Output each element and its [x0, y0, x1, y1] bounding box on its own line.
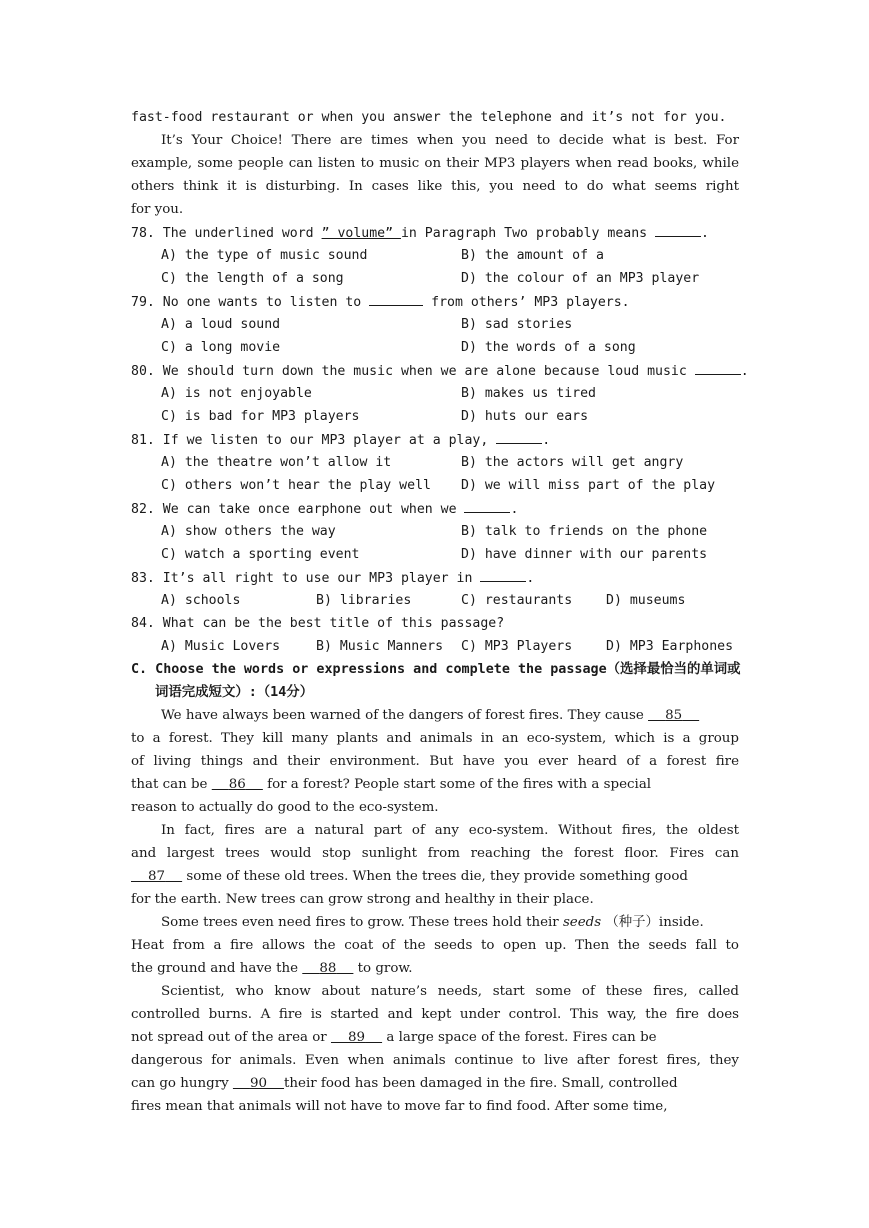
question-79-stem [131, 290, 739, 313]
blank-86 [212, 777, 263, 792]
option-c: C) the length of a song [161, 271, 344, 286]
passage-line: for the earth. New trees can grow strong and healthy in their place. [131, 892, 594, 907]
passage-line: fires mean that animals will not have to move far to find food. After some time, [131, 1099, 668, 1114]
passage-text: can go hungry [131, 1076, 233, 1091]
passage-line: controlled burns. A fire is started and kept under control. This way, the fire does [131, 1007, 739, 1022]
blank-87 [131, 869, 182, 884]
question-text: . [740, 364, 749, 379]
question-83-stem [131, 566, 739, 589]
passage-line: In fact, fires are a natural part of any eco-system. Without fires, the oldest [161, 823, 739, 838]
passage-line [131, 957, 739, 980]
blank-number: 87 [148, 869, 166, 884]
passage-line [131, 1026, 739, 1049]
passage-line [131, 704, 739, 727]
option-b: B) talk to friends on the phone [461, 524, 708, 539]
passage-line: It’s Your Choice! There are times when you need to decide what is best. For [161, 133, 739, 148]
option-d: D) MP3 Earphones [606, 639, 734, 654]
option-c: C) others won’t hear the play well [161, 478, 431, 493]
option-a: A) the theatre won’t allow it [161, 455, 392, 470]
answer-blank [695, 359, 741, 375]
passage-text: some of these old trees. When the trees die, they provide something good [182, 869, 689, 884]
question-84-stem [131, 612, 739, 635]
question-text: . [526, 571, 535, 586]
question-text: in Paragraph Two probably means [400, 226, 656, 241]
blank-number: 89 [348, 1030, 366, 1045]
passage-text: Some trees even need fires to grow. These trees hold their [161, 915, 563, 930]
question-text: 84. What can be the best title of this passage? [131, 616, 505, 631]
section-c-heading: C. Choose the words or expressions and complete the passage（选择最恰当的单词或 [131, 662, 741, 677]
question-82-options [131, 543, 739, 566]
question-text: 80. We should turn down the music when we are alone because loud music [131, 364, 695, 379]
option-d: D) the words of a song [461, 340, 636, 355]
option-b: B) the amount of a [461, 248, 604, 263]
passage-text: their food has been damaged in the fire. Small, controlled [284, 1076, 678, 1091]
question-text: 83. It’s all right to use our MP3 player in [131, 571, 481, 586]
passage-line [131, 773, 739, 796]
passage-line: dangerous for animals. Even when animals continue to live after forest fires, they [131, 1053, 739, 1068]
passage-text: We have always been warned of the dangers of forest fires. They cause [161, 708, 649, 723]
passage-line [131, 911, 739, 934]
blank-number: 86 [228, 777, 246, 792]
question-80-options [131, 405, 739, 428]
passage-line: others think it is disturbing. In cases like this, you need to do what seems right [131, 179, 739, 194]
passage-text: for a forest? People start some of the fires with a special [262, 777, 652, 792]
option-c: C) is bad for MP3 players [161, 409, 360, 424]
question-78-options [131, 244, 739, 267]
option-d: D) have dinner with our parents [461, 547, 708, 562]
question-80-options [131, 382, 739, 405]
blank-89 [331, 1030, 382, 1045]
option-d: D) huts our ears [461, 409, 589, 424]
question-79-options [131, 313, 739, 336]
passage-text: the ground and have the [131, 961, 303, 976]
answer-blank [464, 497, 510, 513]
option-a: A) the type of music sound [161, 248, 368, 263]
passage-line: for you. [131, 202, 184, 217]
blank-85 [648, 708, 699, 723]
question-82-stem [131, 497, 739, 520]
passage-text: a large space of the forest. Fires can be [382, 1030, 657, 1045]
question-text: 79. No one wants to listen to [131, 295, 370, 310]
option-b: B) makes us tired [461, 386, 596, 401]
blank-88 [302, 961, 353, 976]
blank-number: 88 [319, 961, 337, 976]
option-a: A) a loud sound [161, 317, 281, 332]
passage-text: not spread out of the area or [131, 1030, 331, 1045]
italic-word: seeds [562, 915, 602, 930]
answer-blank [655, 221, 701, 237]
question-78-options [131, 267, 739, 290]
question-81-options [131, 474, 739, 497]
option-d: D) museums [606, 593, 686, 608]
question-78-stem: 78. The underlined word ” volume” in Paragraph Two probably means . [131, 221, 739, 244]
passage-line: and largest trees would stop sunlight from reaching the forest floor. Fires can [131, 846, 739, 861]
option-c: C) restaurants [461, 593, 573, 608]
question-81-stem [131, 428, 739, 451]
passage-line: to a forest. They kill many plants and animals in an eco-system, which is a group [131, 731, 739, 746]
option-d: D) the colour of an MP3 player [461, 271, 700, 286]
passage-line: Scientist, who know about nature’s needs, start some of these fires, called [161, 984, 739, 999]
question-83-options [131, 589, 739, 612]
answer-blank [496, 428, 542, 444]
blank-number: 90 [249, 1076, 267, 1091]
option-b: B) libraries [316, 593, 412, 608]
question-text: . [542, 433, 551, 448]
passage-line: Heat from a fire allows the coat of the seeds to open up. Then the seeds fall to [131, 938, 739, 953]
answer-blank [480, 566, 526, 582]
question-text: . [510, 502, 519, 517]
question-text: 78. The underlined word [131, 226, 322, 241]
option-d: D) we will miss part of the play [461, 478, 716, 493]
option-c: C) a long movie [161, 340, 281, 355]
question-82-options [131, 520, 739, 543]
option-a: A) schools [161, 593, 241, 608]
option-b: B) sad stories [461, 317, 573, 332]
answer-blank [369, 290, 423, 306]
option-a: A) show others the way [161, 524, 336, 539]
option-a: A) Music Lovers [161, 639, 281, 654]
underlined-word: ” volume” [321, 226, 401, 241]
passage-text: that can be [131, 777, 212, 792]
option-c: C) watch a sporting event [161, 547, 360, 562]
question-text: 81. If we listen to our MP3 player at a play, [131, 433, 497, 448]
question-text: 82. We can take once earphone out when we [131, 502, 465, 517]
passage-line: of living things and their environment. But have you ever heard of a forest fire [131, 754, 739, 769]
question-81-options [131, 451, 739, 474]
document-page [131, 106, 749, 1118]
passage-line [131, 1072, 739, 1095]
passage-line [131, 865, 739, 888]
passage-line: reason to actually do good to the eco-system. [131, 800, 439, 815]
question-79-options [131, 336, 739, 359]
passage-line: fast-food restaurant or when you answer the telephone and it’s not for you. [131, 110, 727, 125]
passage-line: example, some people can listen to music on their MP3 players when read books, while [131, 156, 739, 171]
blank-90 [233, 1076, 284, 1091]
question-80-stem [131, 359, 749, 382]
blank-number: 85 [665, 708, 683, 723]
passage-text: to grow. [353, 961, 413, 976]
passage-text: （种子）inside. [601, 915, 704, 930]
option-a: A) is not enjoyable [161, 386, 312, 401]
question-84-options [131, 635, 739, 658]
option-b: B) the actors will get angry [461, 455, 684, 470]
question-text: from others’ MP3 players. [423, 295, 630, 310]
option-c: C) MP3 Players [461, 639, 573, 654]
section-c-heading-cont: 词语完成短文）:（14分） [155, 685, 314, 700]
option-b: B) Music Manners [316, 639, 444, 654]
